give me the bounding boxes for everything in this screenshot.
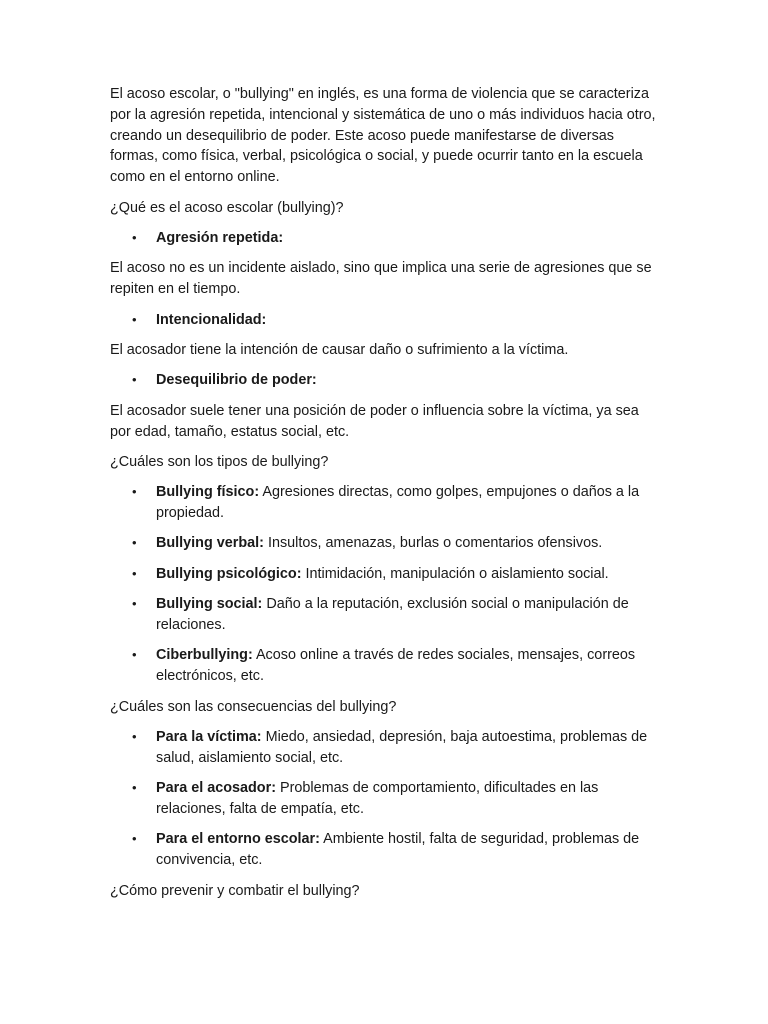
bullet-icon: • [132,729,137,745]
item-text: Insultos, amenazas, burlas o comentarios ofensivos. [263,535,603,552]
item-text: Daño a la reputación, exclusión social o manipulación de relaciones. [156,596,629,634]
bullet-icon: • [132,311,137,327]
item-label: Para el entorno escolar: [156,831,320,848]
list-item [110,533,662,554]
list-item [110,310,662,331]
bullet-icon: • [132,229,137,245]
question-types: ¿Cuáles son los tipos de bullying? [110,453,329,470]
item-label: Agresión repetida: [156,229,284,246]
list-item [110,594,662,636]
list-item [110,829,662,871]
list-item [110,778,662,820]
item-label: Para el acosador: [156,780,276,797]
list-item [110,645,662,687]
item-text: Agresiones directas, como golpes, empujones o daños a la propiedad. [156,484,640,522]
bullet-icon: • [132,780,137,796]
list-intentional [110,310,662,331]
consequences-list [110,727,662,871]
item-label: Bullying físico: [156,484,260,501]
bullet-icon: • [132,484,137,500]
bullet-icon: • [132,647,137,663]
list-item [110,482,662,524]
item-label: Ciberbullying: [156,647,253,664]
item-text: Acoso online a través de redes sociales, mensajes, correos electrónicos, etc. [156,647,636,685]
item-label: Para la víctima: [156,729,262,746]
bullet-icon: • [132,596,137,612]
document-page [110,84,662,911]
intentional-description: El acosador tiene la intención de causar daño o sufrimiento a la víctima. [110,341,569,358]
imbalance-description: El acosador suele tener una posición de poder o influencia sobre la víctima, ya sea por edad, tamaño, estatus social, etc. [110,402,639,440]
intro-paragraph: El acoso escolar, o "bullying" en inglés, es una forma de violencia que se caracteriza por la agresión repetida, intencional y sistemática de uno o más individuos hacia otro, creando un desequilibrio de poder. Este acoso puede manifestarse de diversas formas, como física, verbal, psicológica o social, y puede ocurrir tanto en la escuela como en el entorno online. [110,86,656,186]
bullet-icon: • [132,372,137,388]
item-text: Problemas de comportamiento, dificultades en las relaciones, falta de empatía, etc. [156,780,599,818]
item-label: Desequilibrio de poder: [156,372,317,389]
list-item [110,564,662,585]
list-item [110,727,662,769]
item-label: Bullying psicológico: [156,565,302,582]
question-consequences: ¿Cuáles son las consecuencias del bullying? [110,698,397,715]
question-prevent: ¿Cómo prevenir y combatir el bullying? [110,882,360,899]
bullet-icon: • [132,535,137,551]
list-item [110,228,662,249]
item-text: Intimidación, manipulación o aislamiento social. [301,565,609,582]
list-repeated [110,228,662,249]
repeated-description: El acoso no es un incidente aislado, sino que implica una serie de agresiones que se repiten en el tiempo. [110,260,652,298]
item-text: Ambiente hostil, falta de seguridad, problemas de convivencia, etc. [156,831,640,869]
bullet-icon: • [132,565,137,581]
item-text: Miedo, ansiedad, depresión, baja autoestima, problemas de salud, aislamiento social, etc. [156,729,648,766]
list-imbalance [110,370,662,391]
item-label: Intencionalidad: [156,311,267,328]
question-what-is-bullying: ¿Qué es el acoso escolar (bullying)? [110,199,344,216]
item-label: Bullying social: [156,596,263,613]
bullet-icon: • [132,831,137,847]
list-item [110,370,662,391]
item-label: Bullying verbal: [156,535,264,552]
types-list [110,482,662,687]
